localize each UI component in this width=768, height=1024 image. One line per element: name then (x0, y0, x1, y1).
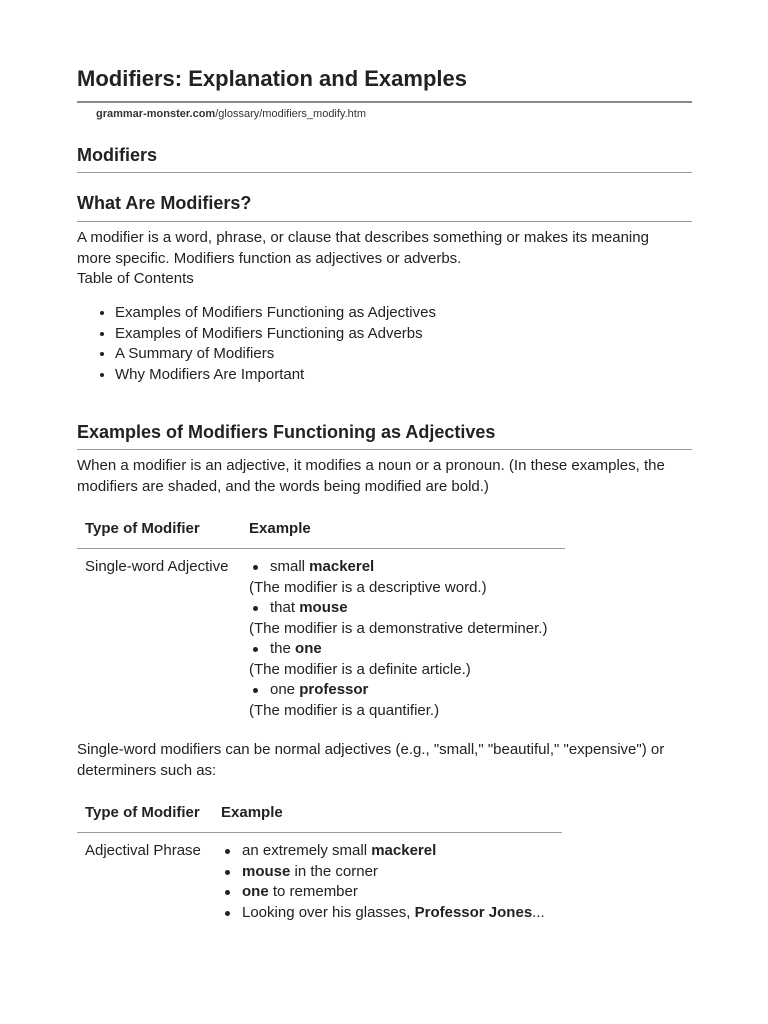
adjectival-phrase-table (77, 793, 562, 923)
example-note: (The modifier is a demonstrative determiner.) (249, 619, 548, 637)
example-text: one (270, 681, 300, 698)
table-of-contents (77, 303, 436, 385)
column-header-type: Type of Modifier (77, 509, 241, 549)
page-title: Modifiers: Explanation and Examples (77, 66, 467, 91)
example-text: the (270, 640, 296, 657)
example-item (249, 557, 557, 578)
modified-word: mouse (299, 599, 348, 616)
modified-word: mackerel (371, 842, 437, 859)
example-text: to remember (268, 883, 358, 900)
section-heading-modifiers: Modifiers (77, 145, 158, 165)
example-text: Looking over his glasses, (242, 903, 415, 921)
section-divider (77, 449, 692, 450)
table-row (77, 549, 565, 722)
example-note: (The modifier is a quantifier.) (249, 701, 440, 719)
modified-word: mackerel (309, 558, 375, 575)
example-item (249, 598, 557, 619)
column-header-example: Example (241, 509, 565, 549)
example-note: (The modifier is a definite article.) (249, 660, 471, 678)
example-text: an extremely small (242, 842, 372, 859)
paragraph-line: Single-word modifiers can be normal adjectives (e.g., "small," "beautiful," "expensive") or (77, 741, 665, 758)
toc-item[interactable]: • Examples of Modifiers Functioning as Adverbs (115, 324, 436, 345)
toc-item[interactable]: • Why Modifiers Are Important (115, 365, 436, 386)
example-item (221, 862, 554, 883)
example-text: ... (532, 903, 545, 921)
modified-word: professor (299, 681, 369, 698)
source-domain[interactable]: grammar-monster.com (96, 108, 216, 120)
section-divider (77, 172, 692, 173)
example-item (249, 680, 557, 701)
example-text: that (270, 599, 300, 616)
intro-paragraph (77, 228, 692, 290)
single-word-adjective-table (77, 509, 565, 721)
toc-item[interactable]: • Examples of Modifiers Functioning as Adjectives (115, 303, 436, 324)
modifier-type-cell: Adjectival Phrase (85, 842, 201, 859)
toc-label: Table of Contents (77, 270, 194, 287)
paragraph-line: modifiers are shaded, and the words being modified are bold.) (77, 477, 489, 495)
modifier-type-cell: Single-word Adjective (85, 558, 229, 575)
example-text: small (270, 558, 310, 575)
example-item (221, 841, 554, 862)
column-header-type: Type of Modifier (77, 793, 213, 833)
example-item (249, 639, 557, 660)
example-note: (The modifier is a descriptive word.) (249, 578, 487, 596)
example-cell (213, 833, 562, 924)
single-word-modifiers-paragraph (77, 740, 692, 781)
modified-word: one (242, 883, 269, 900)
paragraph-line: When a modifier is an adjective, it modifies a noun or a pronoun. (In these examples, the (77, 457, 665, 474)
modified-word: mouse (242, 862, 291, 880)
source-url[interactable] (96, 108, 366, 120)
example-cell (241, 549, 565, 722)
modified-word: one (295, 640, 322, 657)
section-heading-adjectives: Examples of Modifiers Functioning as Adjectives (77, 422, 496, 442)
adjectives-intro-paragraph (77, 456, 692, 497)
example-item (221, 903, 554, 924)
source-path[interactable]: /glossary/modifiers_modify.htm (215, 108, 367, 120)
section-heading-what-are-modifiers: What Are Modifiers? (77, 193, 252, 213)
example-item (221, 882, 554, 903)
example-text: in the corner (290, 862, 378, 880)
intro-line: more specific. Modifiers function as adjectives or adverbs. (77, 249, 462, 267)
table-row (77, 833, 562, 924)
intro-line: A modifier is a word, phrase, or clause that describes something or makes its meaning (77, 229, 649, 246)
toc-item[interactable]: • A Summary of Modifiers (115, 344, 436, 365)
column-header-example: Example (213, 793, 562, 833)
paragraph-line: determiners such as: (77, 761, 217, 779)
section-divider (77, 221, 692, 222)
modified-word: Professor Jones (414, 903, 533, 921)
title-divider (77, 101, 692, 103)
